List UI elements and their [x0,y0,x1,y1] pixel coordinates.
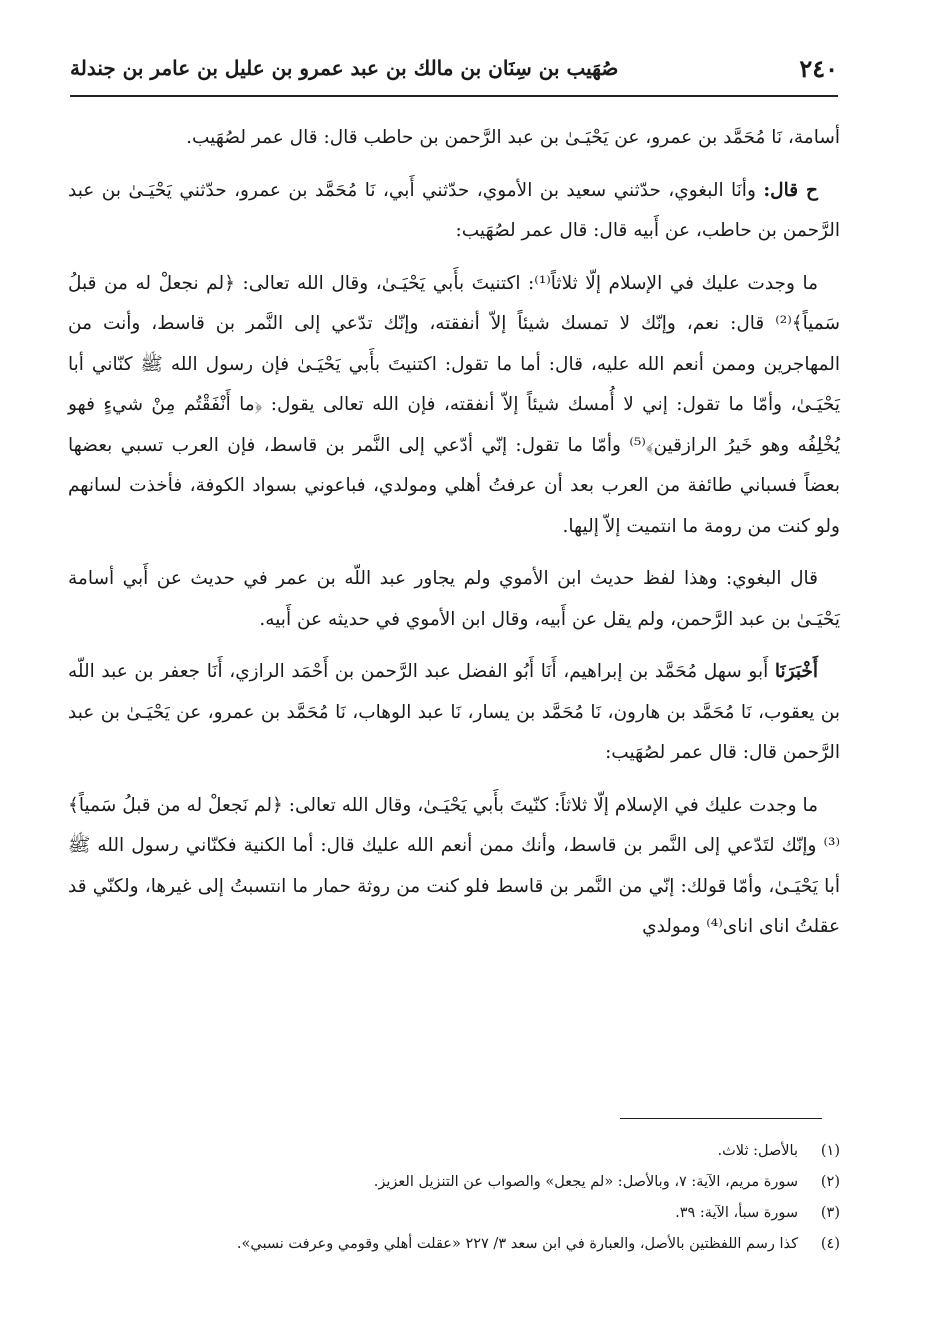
main-text [68,118,840,960]
header-rule [70,95,838,97]
footnote-number: (٢) [820,1174,840,1190]
paragraph-1 [68,118,840,159]
paragraph-6 [68,786,840,948]
paragraph-text: أسامة، نَا مُحَمَّد بن عمرو، عن يَحْيَـىٰ بن عبد الرَّحمن بن حاطب قال: قال عمر لصُهَيب. [186,127,840,148]
paragraph-text: قال البغوي: وهذا لفظ حديث ابن الأموي ولم يجاور عبد اللّه بن عمر في حديث عن أَبي أسامة يَحْيَـىٰ بن عبد الرَّحمن، ولم يقل عن أَبيه، وقال ابن الأموي في حديثه عن أَبيه. [68,568,840,630]
running-title: صُهَيب بن سِنَان بن مالك بن عبد عمرو بن عليل بن عامر بن جندلة [70,56,619,80]
paragraph-4 [68,559,840,640]
paragraph-3 [68,264,840,548]
footnote-1 [100,1136,840,1167]
footnotes [100,1136,840,1260]
footnote-4 [100,1229,840,1260]
footnote-number: (٤) [820,1236,840,1252]
footnote-2 [100,1167,840,1198]
paragraph-5 [68,652,840,774]
paragraph-text: ما وجدت عليك في الإسلام إلّا ثلاثاً: كنّيتَ بأَبي يَحْيَـىٰ، وقال الله تعالى: ﴿لم نَجعلْ له من قبلُ سَمياً﴾⁽³⁾ وإنّك لتَدّعي إلى النَّمر بن قاسط، وأنك ممن أنعم الله عليك قال: أما الكنية فكنّاني رسول الله ﷺ أبا يَحْيَـىٰ، وأمّا قولك: إنّي من النَّمر بن قاسط فلو كنت من روثة حمار ما انتسبتُ إلى غيرها، ولكنّي قد عقلتُ اناى اناى⁽⁴⁾ ومولدي [68,794,840,937]
footnote-separator [620,1118,822,1119]
footnote-text: بالأصل: ثلاث. [717,1143,798,1159]
page-number: ٢٤٠ [799,54,838,83]
paragraph-text: وأنَا البغوي، حدّثني سعيد بن الأموي، حدّثني أَبي، نَا مُحَمَّد بن عمرو، حدّثني يَحْيَـىٰ بن عبد الرَّحمن بن حاطب، عن أَبيه قال: قال عمر لصُهَيب: [68,179,840,241]
paragraph-text: أَبو سهل مُحَمَّد بن إبراهيم، أَنَا أَبُو الفضل عبد الرَّحمن بن أَحْمَد الرازي، أَنَا جعفر بن عبد اللّه بن يعقوب، نَا مُحَمَّد بن هارون، نَا مُحَمَّد بن يسار، نَا عبد الوهاب، نَا مُحَمَّد بن عمرو، عن يَحْيَـىٰ بن عبد الرَّحمن قال: قال عمر لصُهَيب: [68,661,840,763]
footnote-text: سورة مريم، الآية: ٧، وبالأصل: «لم يجعل» والصواب عن التنزيل العزيز. [373,1174,798,1190]
paragraph-text: ما وجدت عليك في الإسلام إلّا ثلاثاً⁽¹⁾: اكتنيتَ بأَبي يَحْيَـىٰ، وقال الله تعالى: ﴿لم نجعلْ له من قبلُ سَمياً﴾⁽²⁾ قال: نعم، وإنّك لا تمسك شيئاً إلاّ أنفقته، وإنّك تدّعي إلى النَّمر بن قاسط، وأنت من المهاجرين وممن أنعم الله عليه، قال: أما ما تقول: اكتنيتَ بأَبي يَحْيَـىٰ فإن رسول الله ﷺ كنّاني أبا يَحْيَـىٰ، وأمّا ما تقول: إني لا أُمسك شيئاً إلاّ أنفقته، فإن الله تعالى يقول: ﴿ما أَنْفَقْتُم مِنْ شيءٍ فهو يُخْلِفُه وهو خَيرُ الرازقين﴾⁽⁵⁾ وأمّا ما تقول: إنّي أدّعي إلى النَّمر بن قاسط، فإن العرب تسبي بعضها بعضاً فسباني طائفة من العرب بعد أن عرفتُ أهلي ومولدي، فباعوني بسواد الكوفة، فأخذت لسانهم ولو كنت من رومة ما انتميت إلاّ إليها. [68,272,840,537]
paragraph-lead: ح قال: [763,179,818,201]
footnote-text: سورة سبأ، الآية: ٣٩. [675,1205,798,1221]
paragraph-lead: أَخْبَرَنَا [774,661,818,682]
footnote-text: كذا رسم اللفظتين بالأصل، والعبارة في ابن سعد ٣/ ٢٢٧ «عقلت أهلي وقومي وعرفت نسبي». [236,1236,798,1252]
footnote-number: (٣) [820,1205,840,1221]
footnote-3 [100,1198,840,1229]
page-header [70,52,838,92]
footnote-number: (١) [820,1143,840,1159]
paragraph-2 [68,171,840,252]
